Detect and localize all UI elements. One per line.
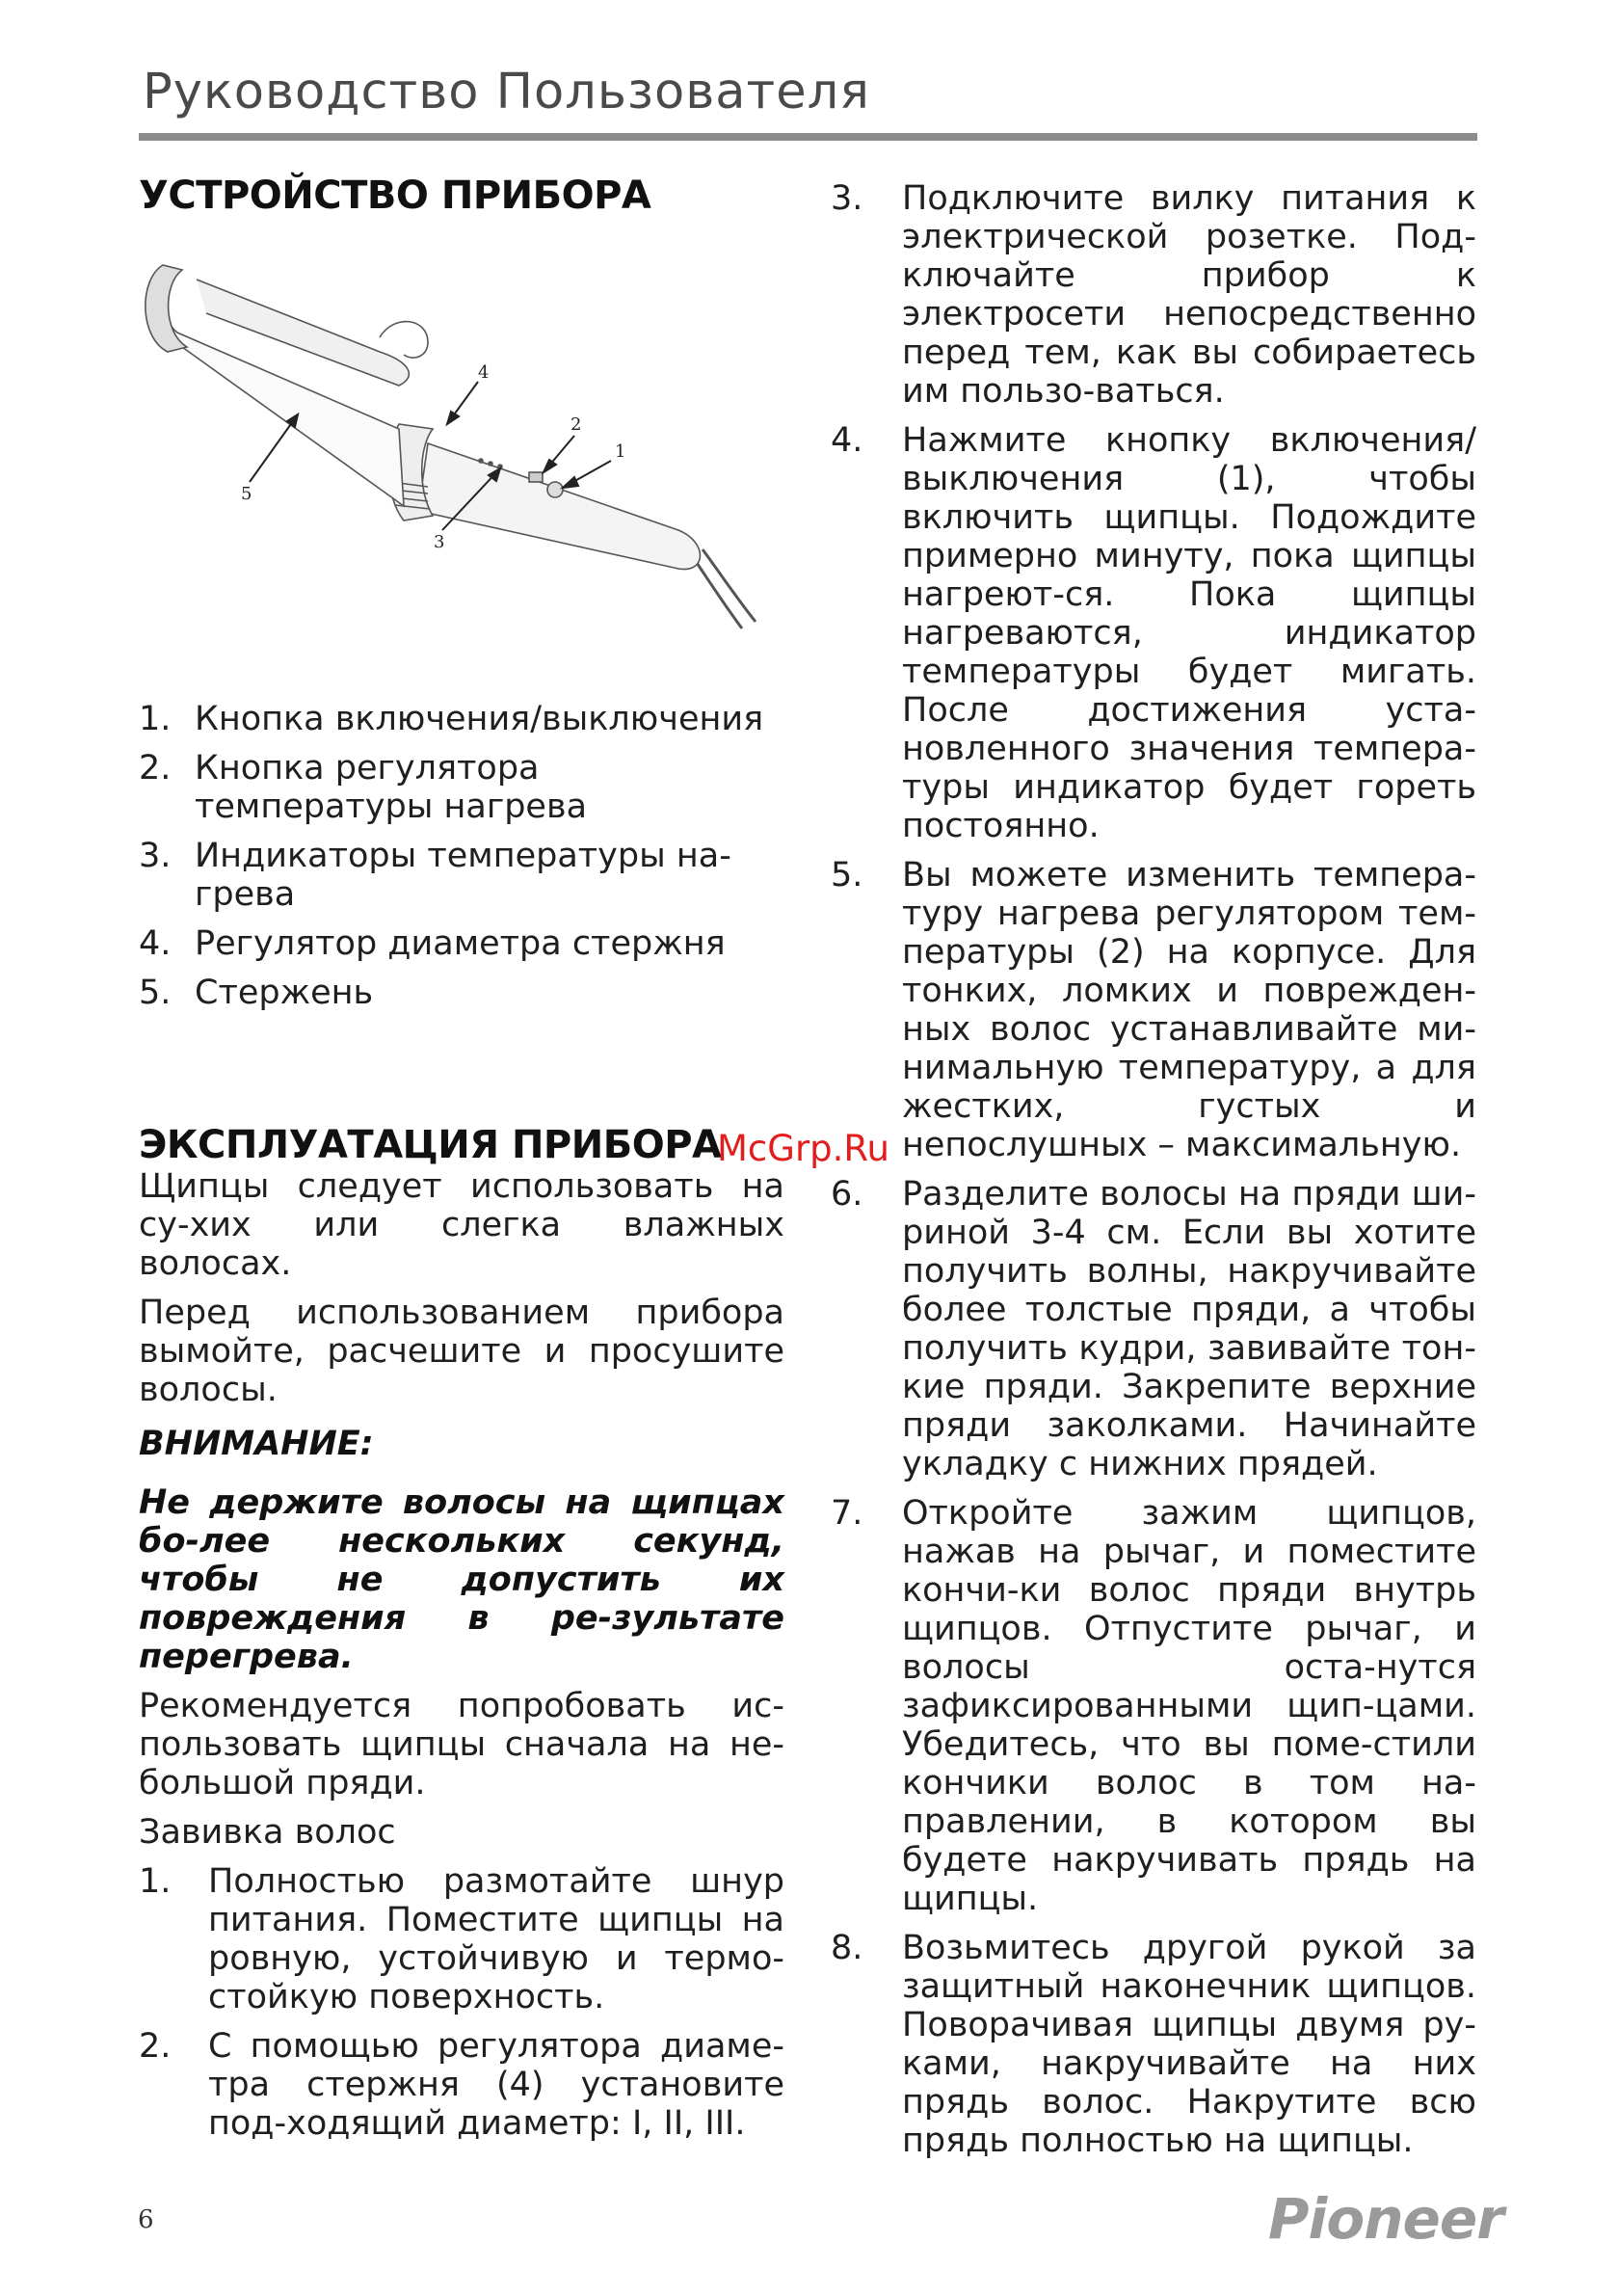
barrel	[165, 270, 404, 506]
list-item	[139, 749, 784, 826]
list-number: 1.	[139, 1862, 172, 1901]
parts-list	[139, 700, 784, 1012]
list-number: 7.	[831, 1494, 863, 1533]
list-number: 5.	[139, 974, 172, 1012]
curling-iron-illustration	[139, 241, 784, 646]
page-header-title: Руководство Пользователя	[143, 64, 870, 120]
handle	[418, 443, 701, 570]
list-item	[139, 700, 784, 738]
list-item	[831, 421, 1476, 845]
temperature-button	[529, 472, 543, 482]
list-item	[831, 856, 1476, 1164]
list-item	[831, 1929, 1476, 2160]
list-text: Разделите волосы на пряди ши-риной 3-4 см. Если вы хотите получить волны, накручивайте более толстые пряди, а чтобы получить кудри, завивайте тон-кие пряди. Закрепите верхние пряди заколками. Начинайте укладку с нижних прядей.	[902, 1175, 1476, 1483]
section-title-operation: ЭКСПЛУАТАЦИЯ ПРИБОРА	[139, 1123, 722, 1167]
power-button	[547, 482, 563, 497]
list-item	[139, 1862, 784, 2016]
list-text: Откройте зажим щипцов, нажав на рычаг, и поместите кончи-ки волос пряди внутрь щипцов. Отпустите рычаг, и волосы оста-нутся зафиксированными щип-цами. Убедитесь, что вы поме-стили кончики волос в том на-правлении, в котором вы будете накручивать прядь на щипцы.	[902, 1494, 1476, 1918]
operation-section	[139, 1123, 784, 2143]
list-text: Полностью размотайте шнур питания. Поместите щипцы на ровную, устойчивую и термо-стойкую поверхность.	[208, 1862, 784, 2016]
list-number: 3.	[139, 837, 172, 875]
list-text: Возьмитесь другой рукой за защитный наконечник щипцов. Поворачивая щипцы двумя ру-ками, накручивайте на них прядь волос. Накрутите всю прядь полностью на щипцы.	[902, 1929, 1476, 2160]
right-column	[831, 179, 1476, 2171]
list-item	[831, 179, 1476, 411]
header-divider	[139, 133, 1477, 141]
callout-label-5: 5	[241, 484, 252, 504]
paragraph: Рекомендуется попробовать ис-пользовать щипцы сначала на не-большой пряди.	[139, 1687, 784, 1802]
callout-label-1: 1	[615, 441, 626, 462]
list-text: Стержень	[195, 974, 374, 1012]
list-number: 1.	[139, 700, 172, 738]
list-number: 6.	[831, 1175, 863, 1214]
left-column	[139, 174, 784, 2153]
list-text: С помощью регулятора диаме-тра стержня (4) установите под-ходящий диаметр: I, II, III.	[208, 2027, 784, 2143]
callout-label-3: 3	[434, 532, 445, 552]
paragraph: Щипцы следует использовать на су-хих или слегка влажных волосах.	[139, 1167, 784, 1283]
list-number: 2.	[139, 749, 172, 788]
device-diagram	[139, 241, 784, 646]
list-number: 4.	[831, 421, 863, 460]
list-item	[831, 1175, 1476, 1483]
list-number: 2.	[139, 2027, 172, 2066]
clamp-lever	[380, 322, 428, 359]
warning-text: Не держите волосы на щипцах бо-лее нескольких секунд, чтобы не допустить их повреждения в ре-зультате перегрева.	[139, 1483, 784, 1676]
list-item	[139, 2027, 784, 2143]
list-text: Индикаторы температуры на-грева	[195, 837, 731, 914]
list-item	[831, 1494, 1476, 1918]
paragraph: Перед использованием прибора вымойте, расчешите и просушите волосы.	[139, 1294, 784, 1409]
section-title-device: УСТРОЙСТВО ПРИБОРА	[139, 174, 651, 218]
list-item	[139, 924, 784, 963]
list-text: Подключите вилку питания к электрической розетке. Под-ключайте прибор к электросети непосредственно перед тем, как вы собираетесь им пользо-ваться.	[902, 179, 1476, 411]
brand-logo: Pioneer	[1268, 2186, 1503, 2252]
list-text: Нажмите кнопку включения/выключения (1), чтобы включить щипцы. Подождите примерно минуту, пока щипцы нагреют-ся. Пока щипцы нагреваются, индикатор температуры будет мигать. После достижения уста-новленного значения темпера-туры индикатор будет гореть постоянно.	[902, 421, 1476, 845]
list-text: Регулятор диаметра стержня	[195, 924, 726, 963]
attention-heading: ВНИМАНИЕ:	[139, 1425, 374, 1463]
subheading-curling: Завивка волос	[139, 1813, 396, 1852]
list-text: Кнопка регулятора температуры нагрева	[195, 749, 588, 826]
list-text: Вы можете изменить темпера-туру нагрева регулятором тем-пературы (2) на корпусе. Для тонких, ломких и поврежден-ных волос устанавливайте ми-нимальную температуру, а для жестких, густых и непослушных – максимальную.	[902, 856, 1476, 1164]
list-number: 8.	[831, 1929, 863, 1967]
steps-list-right	[831, 179, 1476, 2160]
page-number: 6	[138, 2205, 154, 2234]
watermark: McGrp.Ru	[717, 1128, 889, 1169]
list-number: 3.	[831, 179, 863, 218]
list-item	[139, 974, 784, 1012]
callout-label-2: 2	[570, 414, 582, 435]
callout-label-4: 4	[478, 362, 490, 383]
list-number: 5.	[831, 856, 863, 894]
list-number: 4.	[139, 924, 172, 963]
list-item	[139, 837, 784, 914]
list-text: Кнопка включения/выключения	[195, 700, 764, 738]
steps-list-left	[139, 1862, 784, 2143]
